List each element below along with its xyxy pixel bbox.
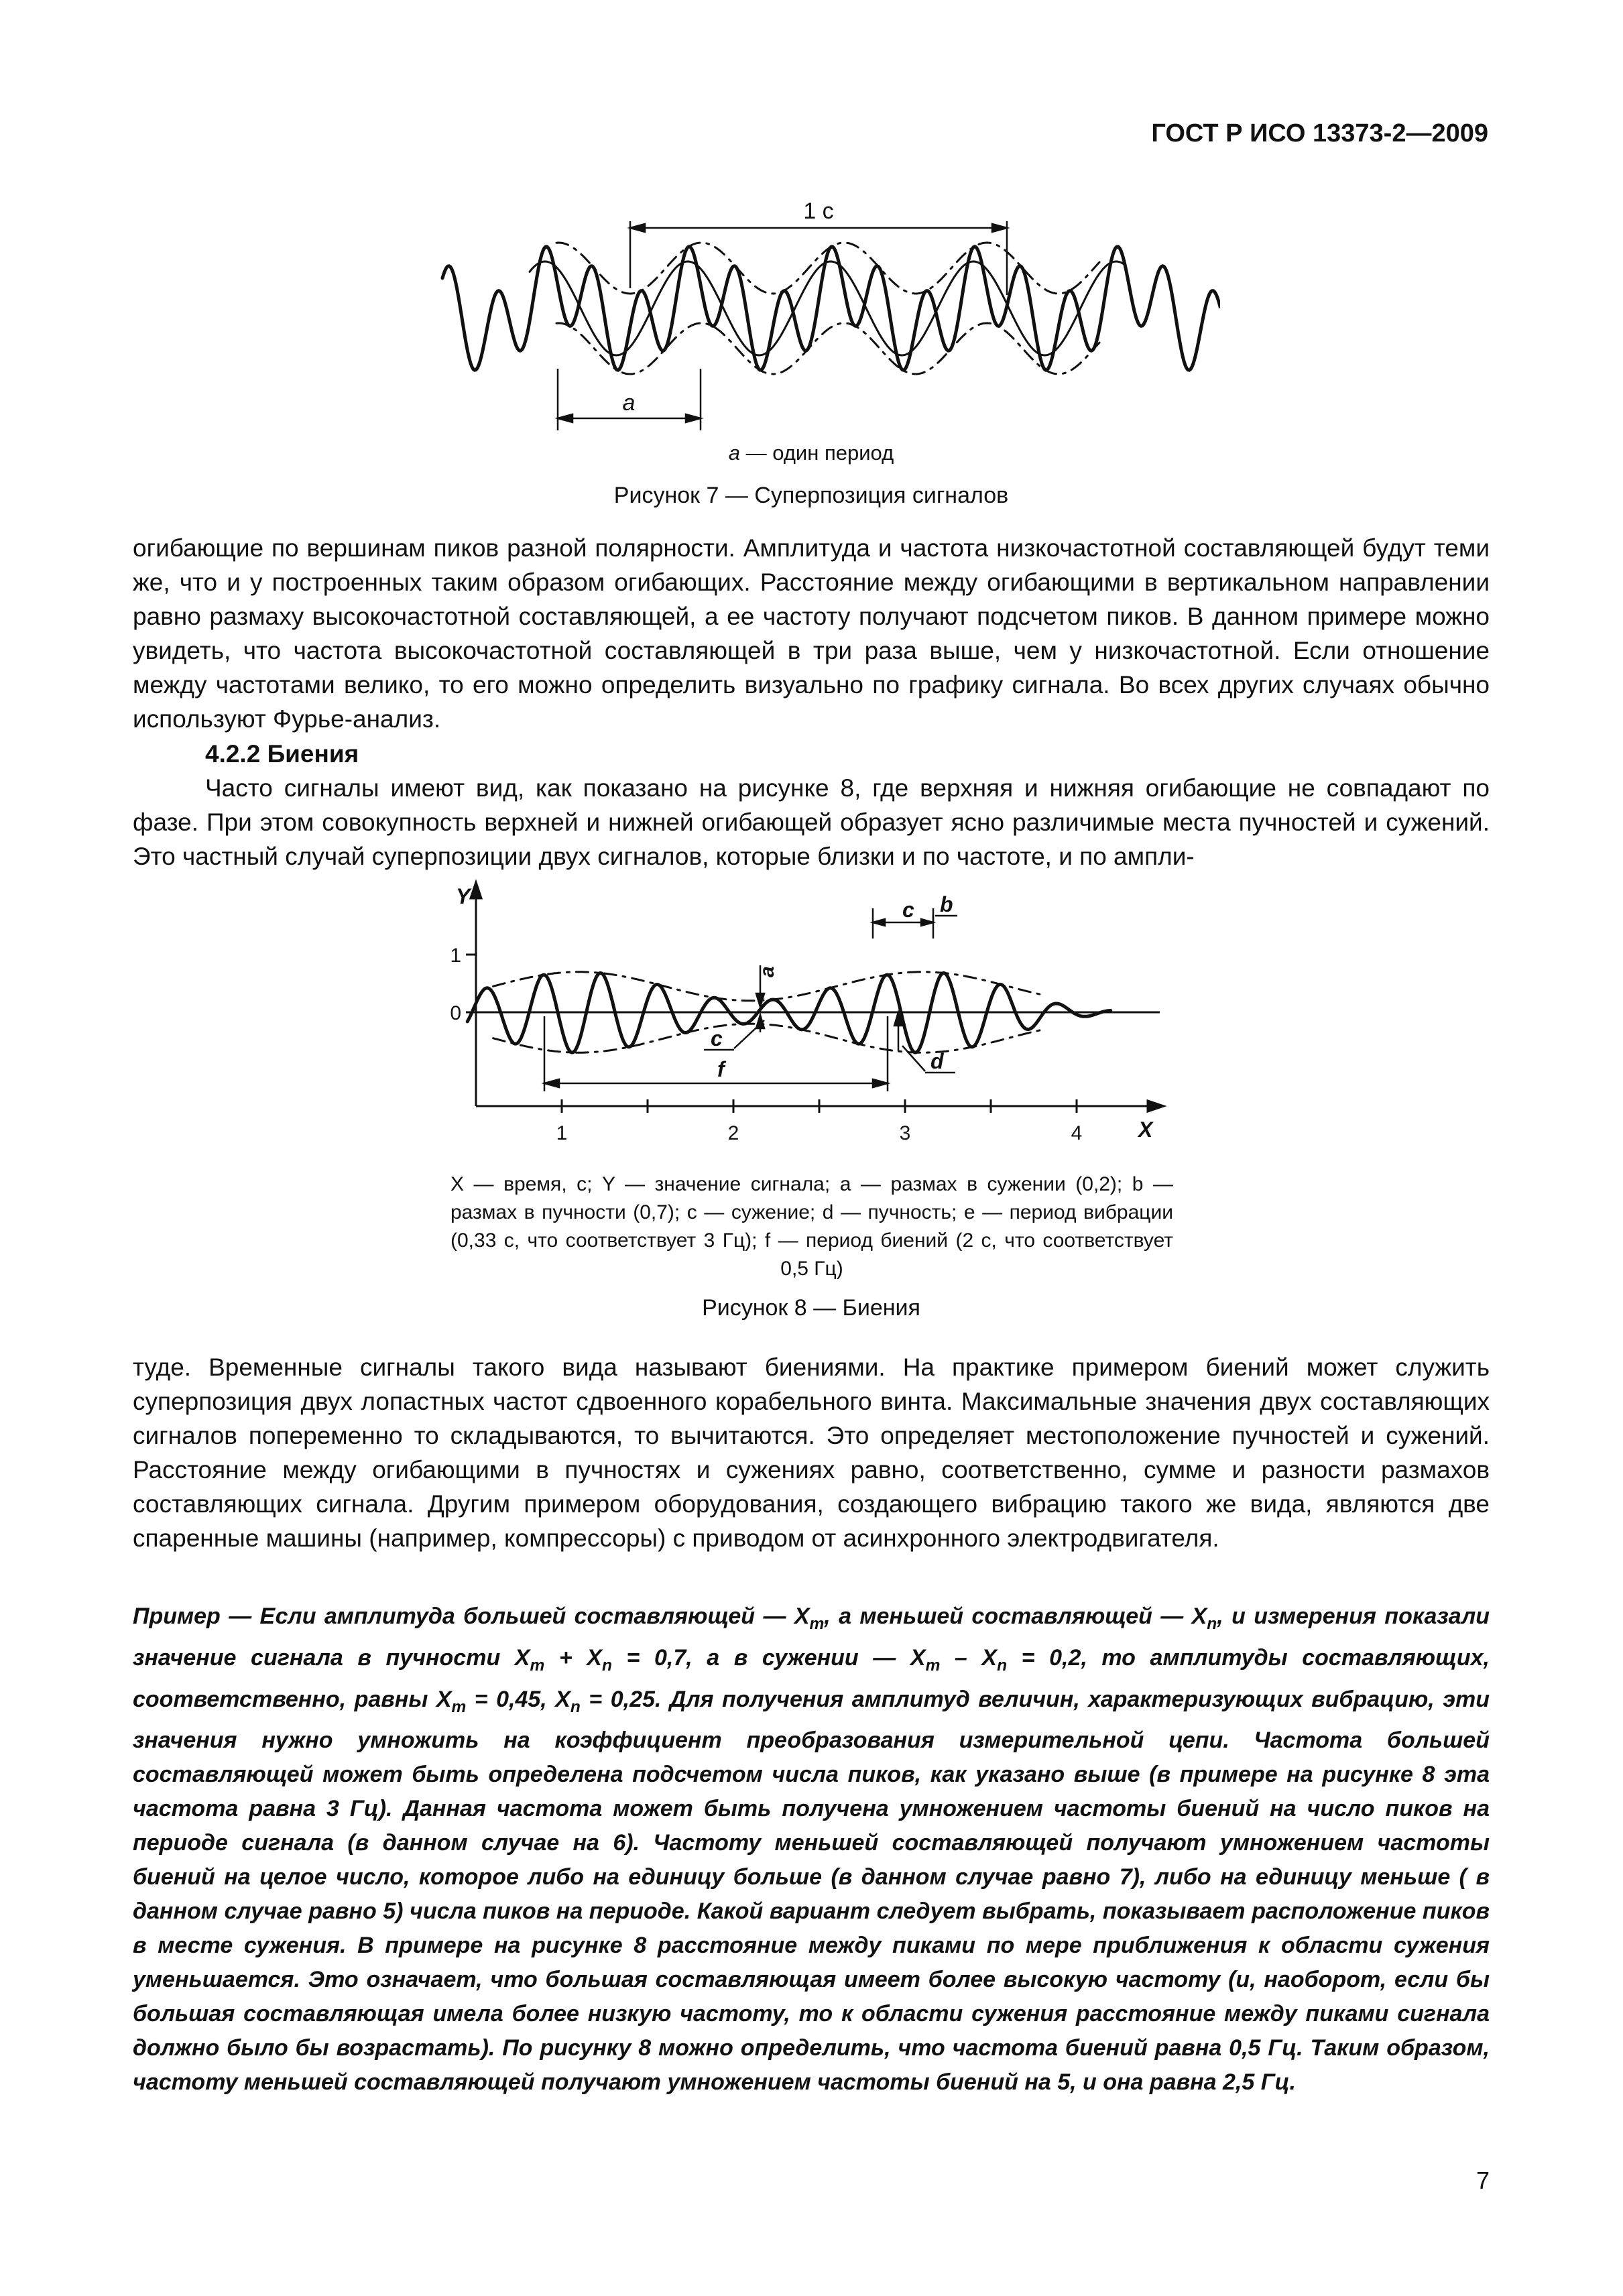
- paragraph-1: огибающие по вершинам пиков разной полярности. Амплитуда и частота низкочастотной составляющей будут теми же, что и у построенных таким образом огибающих. Расстояние между огибающими в вертикальном направлении равно размаху высокочастотной составляющей, а ее частоту получают подсчетом пиков. В данном примере можно увидеть, что частота высокочастотной составляющей в три раза выше, чем у низкочастотной. Если отношение между частотами велико, то его можно определить визуально по графику сигнала. Во всех других случаях обычно используют Фурье-анализ.: [133, 534, 1490, 733]
- subscript: m: [451, 1697, 467, 1716]
- example-text: = 0,45, X: [466, 1686, 570, 1712]
- section-number: 4.2.2: [205, 740, 261, 768]
- figure-7-legend: [670, 441, 952, 465]
- subscript: n: [1207, 1614, 1217, 1633]
- paragraph-2: [133, 771, 1490, 873]
- mark-a: a: [756, 966, 778, 977]
- legend-text: — один период: [740, 441, 894, 465]
- figure-7-superposition: [429, 194, 1220, 449]
- x-tick-label: 3: [899, 1122, 911, 1144]
- example-text: – X: [940, 1644, 998, 1671]
- arrow-left-icon: [630, 224, 645, 232]
- example-block: [133, 1599, 1490, 2100]
- subscript: m: [530, 1656, 545, 1675]
- example-text: = 0,2, то амплитуды составляющих, соответственно, равны X: [133, 1644, 1490, 1712]
- example-text: = 0,25. Для получения амплитуд величин, характеризующих вибрацию, эти значения нужно умножить на коэффициент преобразования измерительной цепи. Частота большей составляющей может быть определена подсчетом числа пиков, как указано выше (в примере на рисунке 8 эта частота равна 3 Гц). Данная частота может быть получена умножением частоты биений на число пиков на периоде сигнала (в данном случае на 6). Частоту меньшей составляющей получают умножением частоты биений на целое число, которое либо на единицу больше (в данном случае равно 7), либо на единицу меньше ( в данном случае равно 5) числа пиков на периоде. Какой вариант следует выбрать, показывает расположение пиков в месте сужения. В примере на рисунке 8 расстояние между пиками по мере приближения к области сужения уменьшается. Это означает, что большая составляющая имеет более высокую частоту (и, наоборот, если бы большая составляющая имела более низкую частоту, то к области сужения расстояние между пиками сигнала должно было бы возрастать). По рисунку 8 можно определить, что частота биений равна 0,5 Гц. Таким образом, частоту меньшей составляющей получают умножением частоты биений на 5, и она равна 2,5 Гц.: [133, 1686, 1490, 2096]
- mark-c-bottom: c: [711, 1026, 723, 1050]
- mark-b: b: [940, 892, 953, 916]
- example-text: = 0,7, а в сужении — X: [611, 1644, 926, 1671]
- x-tick-label: 4: [1071, 1122, 1083, 1144]
- example-text: + X: [544, 1644, 602, 1671]
- arrow-right-icon: [921, 919, 933, 926]
- mark-d: d: [930, 1049, 944, 1073]
- example-text: , а меньшей составляющей — X: [824, 1604, 1207, 1629]
- x-tick-label: 2: [727, 1122, 739, 1144]
- example-text: , и измерения показали значение сигнала в пучности X: [133, 1604, 1490, 1671]
- mark-f: f: [717, 1057, 725, 1081]
- y-axis-label: Y: [456, 884, 471, 908]
- y-tick-label: 1: [450, 945, 461, 967]
- document-id: ГОСТ Р ИСО 13373-2—2009: [1151, 119, 1488, 147]
- lower-envelope: [556, 323, 1099, 374]
- example-text: Пример — Если амплитуда большей составляющей — X: [133, 1604, 810, 1629]
- x-axis-label: X: [1138, 1117, 1153, 1142]
- mark-c-top: c: [902, 898, 914, 922]
- arrow-left-icon: [873, 919, 885, 926]
- subscript: n: [601, 1656, 612, 1675]
- subscript: n: [997, 1656, 1008, 1675]
- arrow-left-icon: [544, 1079, 559, 1087]
- superposition-signal: [442, 247, 1220, 371]
- legend-symbol: a: [728, 441, 741, 465]
- section-title: Биения: [267, 740, 359, 768]
- subscript: n: [570, 1697, 581, 1716]
- y-tick-label: 0: [450, 1002, 461, 1024]
- figure-7-caption: Рисунок 7 — Суперпозиция сигналов: [613, 483, 1009, 508]
- arrow-left-icon: [558, 414, 573, 422]
- y-axis-arrow-icon: [471, 882, 481, 898]
- arrow-right-icon: [992, 224, 1007, 232]
- figure-8-beats: [429, 878, 1200, 1146]
- paragraph-3: туде. Временные сигналы такого вида называют биениями. На практике примером биений может служить суперпозиция двух лопастных частот сдвоенного корабельного винта. Максимальные значения двух составляющих сигналов попеременно то складываются, то вычитаются. Это определяет местоположение пучностей и сужений. Расстояние между огибающими в пучностях и сужениях равно, соответственно, сумме и разности размахов составляющих сигнала. Другим примером оборудования, создающего вибрацию такого же вида, являются две спаренные машины (например, компрессоры) с приводом от асинхронного электродвигателя.: [133, 1353, 1490, 1552]
- x-tick-label: 1: [556, 1122, 568, 1144]
- period-label: a: [622, 390, 636, 416]
- subscript: m: [809, 1614, 825, 1633]
- page-number: 7: [1476, 2167, 1490, 2194]
- figure-8-caption: Рисунок 8 — Биения: [702, 1295, 920, 1321]
- arrow-right-icon: [686, 414, 701, 422]
- section-heading: [205, 737, 359, 771]
- x-axis-arrow-icon: [1148, 1101, 1164, 1111]
- duration-label: 1 с: [803, 198, 834, 224]
- subscript: m: [925, 1656, 941, 1675]
- figure-8-legend: X — время, с; Y — значение сигнала; a — размах в сужении (0,2); b — размах в пучности (0,7); c — сужение; d — пучность; e — период вибрации (0,33 с, что соответствует 3 Гц); f — период биений (2 с, что соответствует 0,5 Гц): [450, 1173, 1173, 1280]
- arrow-right-icon: [873, 1079, 888, 1087]
- paragraph-2-text: Часто сигналы имеют вид, как показано на рисунке 8, где верхняя и нижняя огибающие не совпадают по фазе. При этом совокупность верхней и нижней огибающей образует ясно различимые места пучностей и сужений. Это частный случай суперпозиции двух сигналов, которые близки и по частоте, и по ампли-: [133, 774, 1490, 870]
